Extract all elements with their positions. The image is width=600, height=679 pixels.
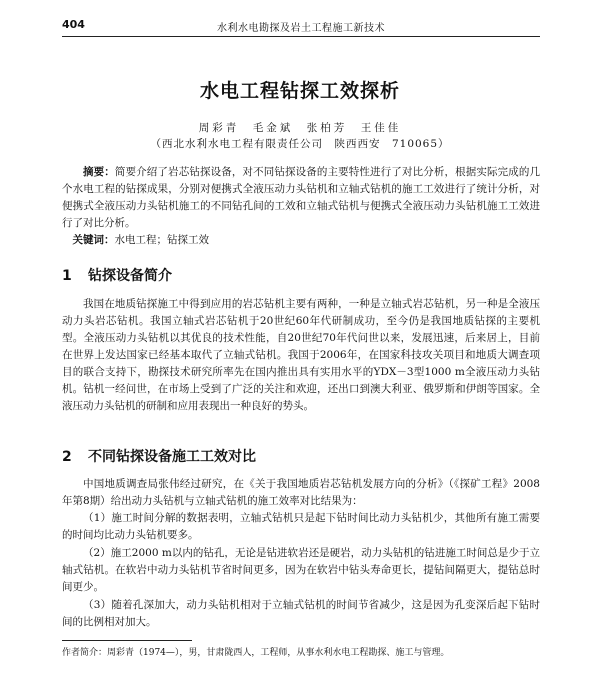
section-title: 不同钻探设备施工工效对比 bbox=[88, 449, 256, 465]
section-heading-1 bbox=[62, 265, 172, 285]
section-heading-2 bbox=[62, 446, 256, 466]
section-1-paragraph: 我国在地质钻探施工中得到应用的岩芯钻机主要有两种，一种是立轴式岩芯钻机，另一种是全液压动力头岩芯钻机。我国立轴式岩芯钻机于20世纪60年代研制成功，至今仍是我国地质钻探的主要机型。全液压动力头钻机以其优良的技术性能，自20世纪70年代问世以来，发展迅速，后来居上，目前在世界上发达国家已经基本取代了立轴式钻机。我国于2006年，在国家科技攻关项目和地质大调查项目的联合支持下，勘探技术研究所率先在国内推出具有实用水平的YDX－3型1000 m全液压动力头钻机。钻机一经问世，在市场上受到了广泛的关注和欢迎，还出口到澳大利亚、俄罗斯和伊朗等国家。全液压动力头钻机的研制和应用表现出一种良好的势头。 bbox=[62, 298, 540, 412]
running-header bbox=[62, 18, 540, 36]
keywords-label: 关键词： bbox=[72, 234, 115, 246]
author-footnote: 作者简介：周彩青（1974—），男，甘肃陇西人，工程师，从事水利水电工程勘探、施工与管理。 bbox=[62, 648, 450, 658]
paper-title: 水电工程钻探工效探析 bbox=[199, 80, 400, 102]
abstract-label: 摘要： bbox=[83, 166, 115, 178]
section-2-paragraph-4: （3）随着孔深加大，动力头钻机相对于立轴式钻机的时间节省减少，这是因为孔变深后起下钻时间的比例相对加大。 bbox=[62, 599, 540, 628]
section-title: 钻探设备简介 bbox=[88, 268, 172, 284]
affiliation: （西北水利水电工程有限责任公司 陕西西安 710065） bbox=[150, 138, 450, 150]
journal-name: 水利水电勘探及岩土工程施工新技术 bbox=[217, 23, 385, 34]
header-rule bbox=[62, 36, 540, 37]
abstract-text: 简要介绍了岩芯钻探设备，对不同钻探设备的主要特性进行了对比分析，根据实际完成的几个水电工程的钻探成果，分别对便携式全液压动力头钻机和立轴式钻机的施工工效进行了统计分析，对便携式全液压动力头钻机施工的不同钻孔间的工效和立轴式钻机与便携式全液压动力头钻机施工工效进行了对比分析。 bbox=[62, 166, 541, 229]
section-2-paragraph-3: （2）施工2000 m以内的钻孔，无论是钻进软岩还是硬岩，动力头钻机的钻进施工时间总是少于立轴式钻机。在软岩中动力头钻机节省时间更多，因为在软岩中钻头寿命更长，提钻间隔更大，提钻总时间更少。 bbox=[62, 547, 540, 593]
page-number: 404 bbox=[62, 18, 85, 31]
keywords-text: 水电工程；钻探工效 bbox=[114, 234, 209, 246]
section-number: 2 bbox=[62, 449, 72, 465]
abstract bbox=[62, 164, 540, 232]
footnote-rule bbox=[62, 640, 192, 641]
section-2-paragraph-2: （1）施工时间分解的数据表明，立轴式钻机只是起下钻时间比动力头钻机少，其他所有施工需要的时间均比动力头钻机要多。 bbox=[62, 512, 540, 541]
section-number: 1 bbox=[62, 268, 72, 284]
section-2-paragraph-1: 中国地质调查局张伟经过研究，在《关于我国地质岩芯钻机发展方向的分析》（《探矿工程》2008年第8期）给出动力头钻机与立轴式钻机的施工效率对比结果为： bbox=[62, 478, 540, 507]
keywords bbox=[62, 232, 540, 249]
author-list: 周彩青 毛金斌 张柏芳 王佳佳 bbox=[198, 122, 402, 134]
